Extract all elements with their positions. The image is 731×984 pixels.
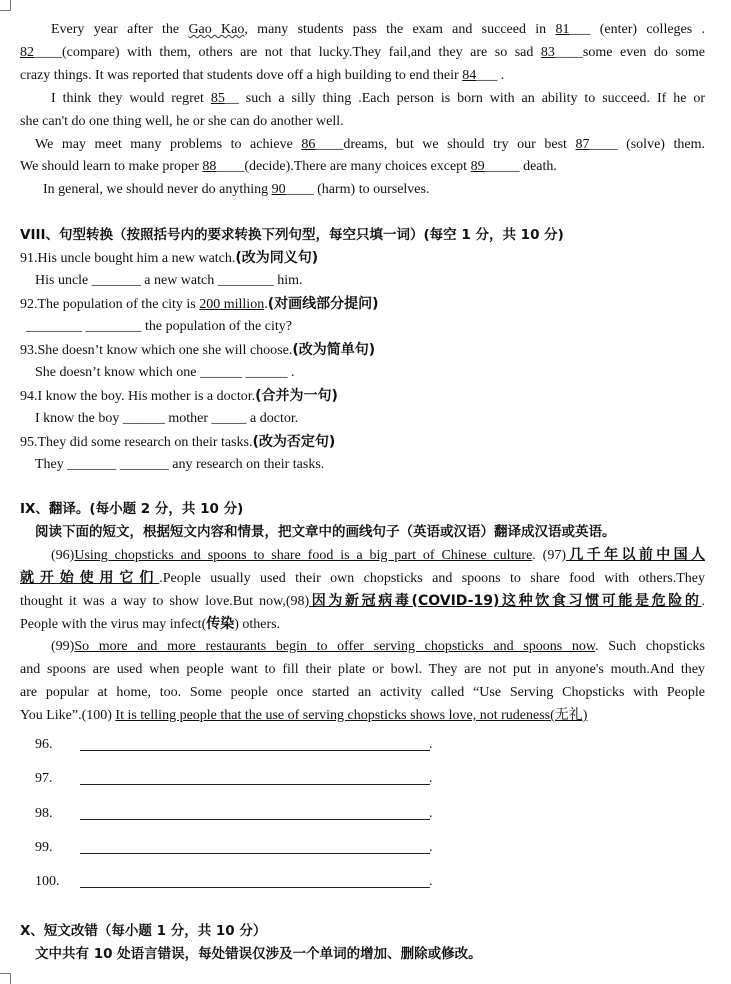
answer-blank-96[interactable] bbox=[80, 738, 430, 751]
translation-line: and spoons are used when people want to fill their plate or bowl. They are not put in anyone's mouth.And they bbox=[20, 662, 705, 677]
section-9-title: IX、翻译。(每小题 2 分，共 10 分) bbox=[20, 501, 244, 517]
translation-line: thought it was a way to show love.But now,(98)因为新冠病毒(COVID-19)这种饮食习惯可能是危险的. bbox=[20, 593, 705, 609]
answer-blank-97[interactable] bbox=[80, 772, 430, 785]
section-10-instruction: 文中共有 10 处语言错误，每处错误仅涉及一个单词的增加、删除或修改。 bbox=[35, 946, 482, 962]
translation-line: (99)So more and more restaurants begin to offer serving chopsticks and spoons now. Such chopsticks bbox=[51, 639, 705, 654]
translation-line: are popular at home, too. Some people once started an activity called “Use Serving Chopsticks with People bbox=[20, 685, 705, 700]
answer-period: . bbox=[429, 771, 433, 786]
passage-line: We may meet many problems to achieve 86____dreams, but we should try our best 87____ (solve) them. bbox=[35, 137, 705, 152]
answer-period: . bbox=[429, 840, 433, 855]
translation-line: 就开始使用它们.People usually used their own chopsticks and spoons to share food with others.They bbox=[20, 570, 706, 586]
answer-line-93: She doesn’t know which one ______ ______ . bbox=[35, 365, 295, 380]
question-94: 94.I know the boy. His mother is a doctor.(合并为一句) bbox=[20, 388, 338, 404]
question-93: 93.She doesn’t know which one she will choose.(改为简单句) bbox=[20, 342, 376, 358]
translation-line: You Like”.(100) It is telling people that the use of serving chopsticks shows love, not rudeness(无礼) bbox=[20, 708, 588, 723]
question-91: 91.His uncle bought him a new watch.(改为同义句) bbox=[20, 250, 319, 266]
passage-line: crazy things. It was reported that students dove off a high building to end their 84___ . bbox=[20, 68, 505, 83]
passage-line: I think they would regret 85__ such a silly thing .Each person is born with an ability to succeed. If he or bbox=[51, 91, 705, 106]
answer-blank-99[interactable] bbox=[80, 841, 430, 854]
page-corner-mark-top bbox=[0, 0, 11, 11]
answer-number: 98. bbox=[35, 806, 53, 821]
page-corner-mark-bottom bbox=[0, 973, 11, 984]
answer-line-92: ________ ________ the population of the city? bbox=[26, 319, 292, 334]
section-9-instruction: 阅读下面的短文，根据短文内容和情景，把文章中的画线句子（英语或汉语）翻译成汉语或英语。 bbox=[35, 524, 616, 540]
translation-line: People with the virus may infect(传染) others. bbox=[20, 616, 281, 632]
answer-number: 100. bbox=[35, 874, 60, 889]
answer-period: . bbox=[429, 737, 433, 752]
question-95: 95.They did some research on their tasks.(改为否定句) bbox=[20, 434, 336, 450]
passage-line: 82____(compare) with them, others are not that lucky.They fail,and they are so sad 83____some even do some bbox=[20, 45, 705, 60]
answer-line-91: His uncle _______ a new watch ________ him. bbox=[35, 273, 303, 288]
answer-number: 96. bbox=[35, 737, 53, 752]
answer-period: . bbox=[429, 874, 433, 889]
section-8-title: VIII、句型转换（按照括号内的要求转换下列句型，每空只填一词）(每空 1 分，共 10 分) bbox=[20, 227, 564, 243]
answer-blank-98[interactable] bbox=[80, 807, 430, 820]
answer-line-95: They _______ _______ any research on their tasks. bbox=[35, 457, 325, 472]
answer-blank-100[interactable] bbox=[80, 875, 430, 888]
answer-line-94: I know the boy ______ mother _____ a doctor. bbox=[35, 411, 299, 426]
passage-line: Every year after the Gao Kao, many students pass the exam and succeed in 81___ (enter) colleges . bbox=[51, 22, 706, 37]
answer-number: 97. bbox=[35, 771, 53, 786]
answer-period: . bbox=[429, 806, 433, 821]
translation-line: (96)Using chopsticks and spoons to share food is a big part of Chinese culture. (97)几千年以前中国人 bbox=[51, 547, 705, 563]
section-10-title: X、短文改错（每小题 1 分，共 10 分） bbox=[20, 923, 267, 939]
answer-number: 99. bbox=[35, 840, 53, 855]
question-92: 92.The population of the city is 200 million.(对画线部分提问) bbox=[20, 296, 379, 312]
passage-line: she can't do one thing well, he or she can do another well. bbox=[20, 114, 344, 129]
passage-line: We should learn to make proper 88____(decide).There are many choices except 89_____ death. bbox=[20, 159, 557, 174]
passage-line: In general, we should never do anything 90____ (harm) to ourselves. bbox=[43, 182, 430, 197]
